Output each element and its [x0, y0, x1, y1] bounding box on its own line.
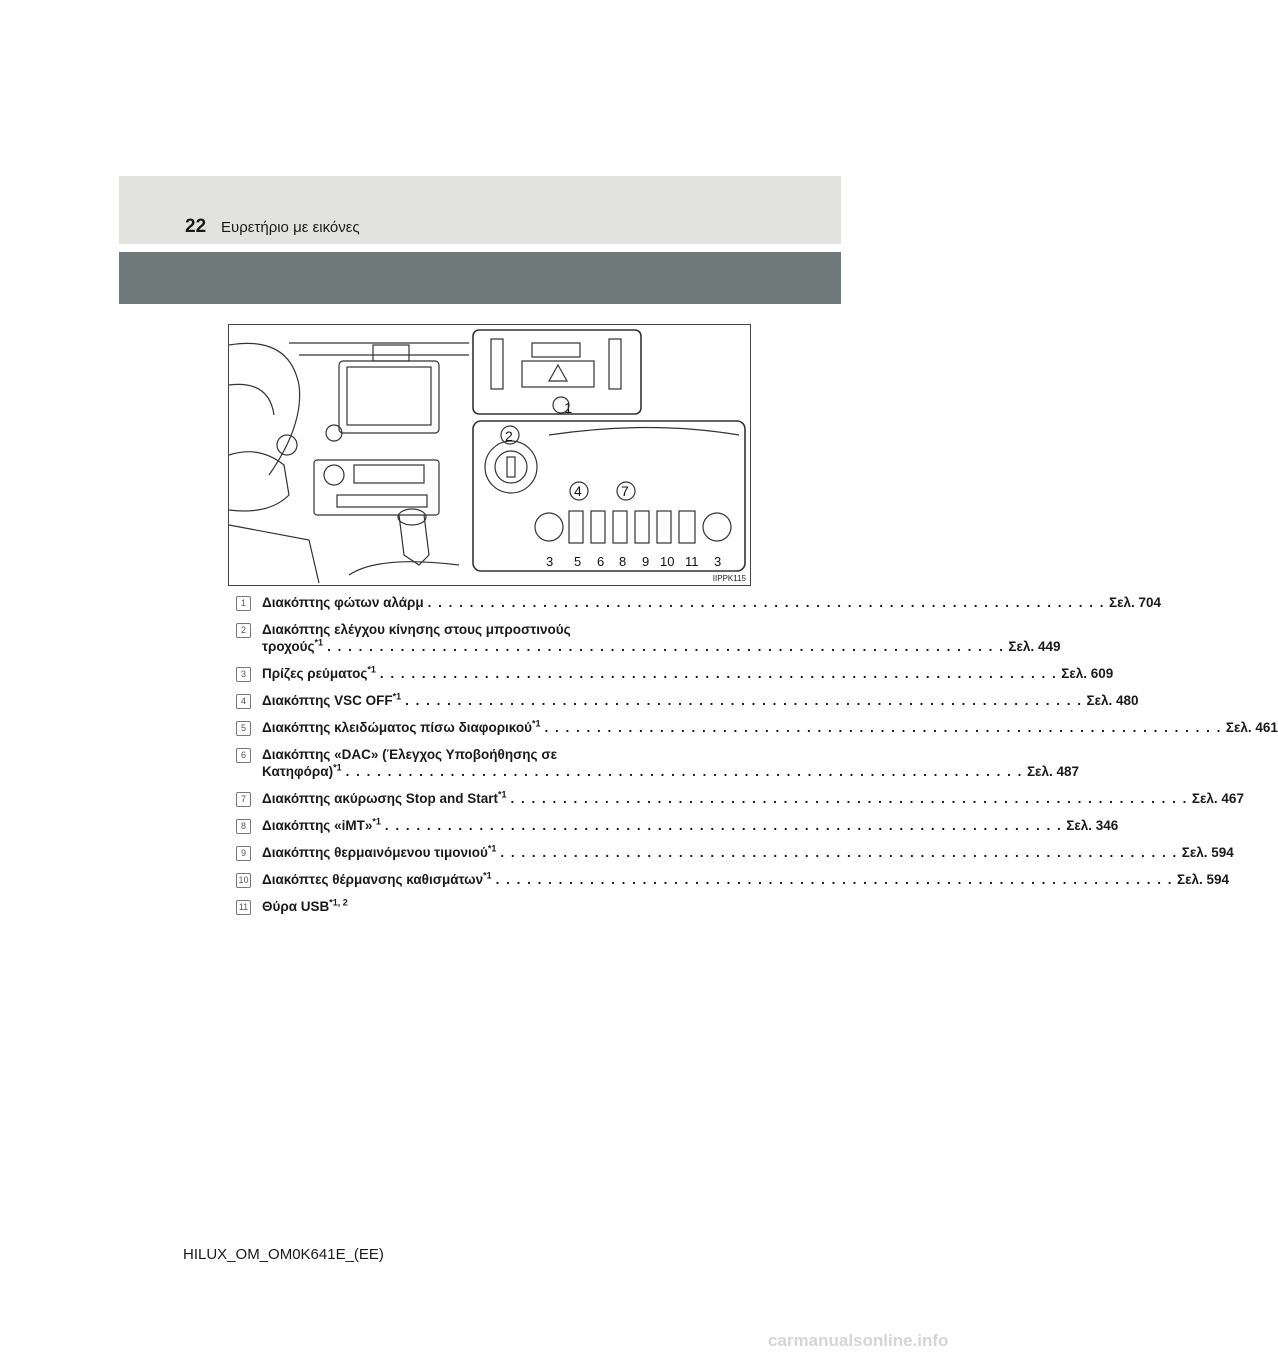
section-bar: [119, 252, 841, 304]
item-number: 10: [236, 873, 251, 888]
item-label: Διακόπτης φώτων αλάρμ: [262, 595, 424, 610]
list-item: [236, 898, 724, 915]
item-page-link[interactable]: Σελ. 487: [1026, 764, 1079, 779]
svg-text:6: 6: [597, 554, 605, 569]
item-label: Διακόπτης «DAC» (Έλεγχος Υποβοήθησης σε: [262, 747, 557, 762]
dashboard-illustration: [228, 324, 751, 586]
footnote-mark: *1: [483, 870, 492, 881]
list-item: [236, 718, 1278, 736]
dot-leader: [492, 871, 1177, 888]
item-label: Διακόπτης ακύρωσης Stop and Start: [262, 791, 499, 806]
list-item: [236, 816, 1119, 834]
footnote-mark: *1: [372, 816, 381, 827]
svg-text:5: 5: [574, 554, 582, 569]
dot-leader: [342, 763, 1027, 780]
item-label: Θύρα USB: [262, 899, 330, 914]
item-number: 4: [236, 694, 251, 709]
item-label: Διακόπτης θερμαινόμενου τιμονιού: [262, 845, 488, 860]
svg-text:1: 1: [564, 400, 573, 417]
dot-leader: [381, 817, 1066, 834]
item-label: Διακόπτης VSC OFF: [262, 693, 393, 708]
item-label: Διακόπτης κλειδώματος πίσω διαφορικού: [262, 720, 532, 735]
list-item: [236, 621, 1061, 655]
item-page-link[interactable]: Σελ. 594: [1181, 845, 1234, 860]
dashboard-drawing: [229, 325, 750, 585]
dot-leader: [496, 844, 1181, 861]
list-item: [236, 691, 1139, 709]
page-title: Ευρετήριο με εικόνες: [221, 219, 360, 236]
svg-text:4: 4: [574, 483, 582, 499]
figure-code: IIPPK115: [712, 574, 746, 583]
footnote-mark: *1: [487, 843, 497, 854]
item-number: 7: [236, 792, 251, 807]
list-item: [236, 870, 1230, 888]
list-item: [236, 746, 1079, 780]
doc-code: HILUX_OM_OM0K641E_(EE): [183, 1246, 384, 1263]
list-item: [236, 843, 1234, 861]
footnote-mark: *1: [367, 664, 376, 675]
svg-text:8: 8: [619, 554, 627, 569]
item-number: 5: [236, 721, 251, 736]
dot-leader: [376, 665, 1061, 682]
svg-text:2: 2: [505, 428, 513, 444]
svg-text:9: 9: [642, 554, 650, 569]
item-label: Διακόπτες θέρμανσης καθισμάτων: [262, 872, 484, 887]
item-label-cont: τροχούς: [262, 639, 315, 654]
svg-text:10: 10: [660, 554, 675, 569]
item-page-link[interactable]: Σελ. 467: [1191, 791, 1244, 806]
dot-leader: [401, 692, 1086, 709]
item-number: 2: [236, 623, 251, 638]
item-label: Διακόπτης ελέγχου κίνησης στους μπροστινούς: [262, 622, 571, 637]
dot-leader: [507, 790, 1192, 807]
item-number: 6: [236, 748, 251, 763]
item-page-link[interactable]: Σελ. 704: [1109, 595, 1162, 610]
list-item: [236, 789, 1244, 807]
item-page-link[interactable]: Σελ. 480: [1086, 693, 1139, 708]
item-number: 3: [236, 667, 251, 682]
item-number: 8: [236, 819, 251, 834]
footnote-mark: *1, 2: [329, 897, 348, 908]
footnote-mark: *1: [333, 762, 342, 773]
item-list: [236, 594, 1278, 925]
item-page-link[interactable]: Σελ. 461: [1225, 720, 1278, 735]
footnote-mark: *1: [392, 691, 402, 702]
item-label-cont: Κατηφόρα): [262, 764, 334, 779]
dot-leader: [541, 719, 1226, 736]
item-page-link[interactable]: Σελ. 346: [1066, 818, 1119, 833]
item-label: Διακόπτης «iMT»: [262, 818, 373, 833]
svg-text:11: 11: [685, 554, 699, 569]
item-page-link[interactable]: Σελ. 609: [1061, 666, 1114, 681]
item-page-link[interactable]: Σελ. 449: [1008, 639, 1061, 654]
svg-text:3: 3: [714, 554, 722, 569]
dot-leader: [323, 638, 1008, 655]
item-number: 9: [236, 846, 251, 861]
footnote-mark: *1: [498, 789, 507, 800]
item-number: 1: [236, 596, 251, 611]
svg-text:3: 3: [546, 554, 554, 569]
footnote-mark: *1: [532, 718, 541, 729]
list-item: [236, 594, 1162, 611]
svg-text:7: 7: [621, 483, 629, 499]
dot-leader: [424, 594, 1109, 611]
item-label: Πρίζες ρεύματος: [262, 666, 368, 681]
list-item: [236, 664, 1114, 682]
item-number: 11: [236, 900, 251, 915]
page-number: 22: [185, 216, 207, 237]
footnote-mark: *1: [314, 637, 324, 648]
item-page-link[interactable]: Σελ. 594: [1176, 872, 1230, 887]
watermark: carmanualsonline.info: [768, 1331, 949, 1350]
